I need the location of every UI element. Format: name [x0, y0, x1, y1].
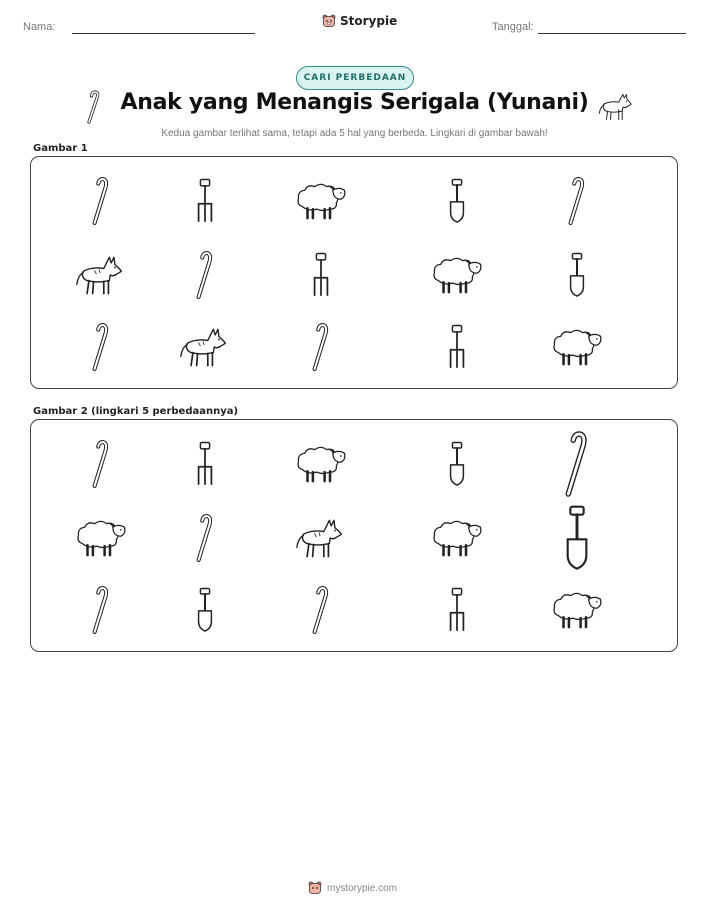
panel-1-pitchfork-icon — [446, 322, 468, 372]
panel-1-cane-icon — [90, 176, 112, 226]
panel-2-cane-icon[interactable] — [90, 439, 112, 489]
footer — [308, 881, 397, 895]
bear-icon — [308, 881, 322, 895]
name-label: Nama: — [23, 21, 56, 33]
panel-2-sheep-icon[interactable] — [550, 588, 604, 632]
panel-2-pitchfork-icon[interactable] — [446, 585, 468, 635]
panel-1-sheep-icon — [550, 325, 604, 369]
panel-1-cane-icon — [310, 322, 332, 372]
bear-icon — [322, 14, 336, 28]
date-line[interactable] — [538, 33, 686, 34]
panel-2-cane-icon[interactable] — [310, 585, 332, 635]
panel-2-shovel-icon[interactable] — [561, 504, 593, 572]
panel-1-cane-icon — [194, 250, 216, 300]
panel-2-wolf-icon[interactable] — [295, 516, 347, 560]
panel-1-sheep-icon — [294, 179, 348, 223]
instructions: Kedua gambar terlihat sama, tetapi ada 5 hal yang berbeda. Lingkari di gambar bawah! — [161, 128, 548, 139]
page-title: Anak yang Menangis Serigala (Yunani) — [120, 90, 589, 115]
panel-2-cane-icon[interactable] — [562, 431, 592, 497]
picture-panel-1 — [30, 156, 678, 389]
panel-2-shovel-icon[interactable] — [194, 585, 216, 635]
panel-1-sheep-icon — [430, 253, 484, 297]
panel-1-cane-icon — [566, 176, 588, 226]
panel-2-cane-icon[interactable] — [90, 585, 112, 635]
panel-1-label: Gambar 1 — [33, 143, 88, 154]
brand-name: Storypie — [340, 14, 398, 28]
wolf-icon — [598, 91, 634, 123]
panel-1-shovel-icon — [566, 250, 588, 300]
panel-2-shovel-icon[interactable] — [446, 439, 468, 489]
panel-2-cane-icon[interactable] — [194, 513, 216, 563]
panel-1-pitchfork-icon — [194, 176, 216, 226]
picture-panel-2[interactable] — [30, 419, 678, 652]
panel-1-wolf-icon — [75, 253, 127, 297]
storypie-logo — [322, 14, 397, 28]
name-line[interactable] — [72, 33, 255, 34]
panel-1-shovel-icon — [446, 176, 468, 226]
panel-2-sheep-icon[interactable] — [74, 516, 128, 560]
panel-2-pitchfork-icon[interactable] — [194, 439, 216, 489]
activity-badge: CARI PERBEDAAN — [296, 66, 414, 90]
date-label: Tanggal: — [492, 21, 534, 33]
panel-1-pitchfork-icon — [310, 250, 332, 300]
panel-2-sheep-icon[interactable] — [430, 516, 484, 560]
panel-2-label: Gambar 2 (lingkari 5 perbedaannya) — [33, 406, 239, 417]
panel-2-sheep-icon[interactable] — [294, 442, 348, 486]
panel-1-cane-icon — [90, 322, 112, 372]
footer-url: mystorypie.com — [327, 882, 398, 894]
panel-1-wolf-icon — [179, 325, 231, 369]
